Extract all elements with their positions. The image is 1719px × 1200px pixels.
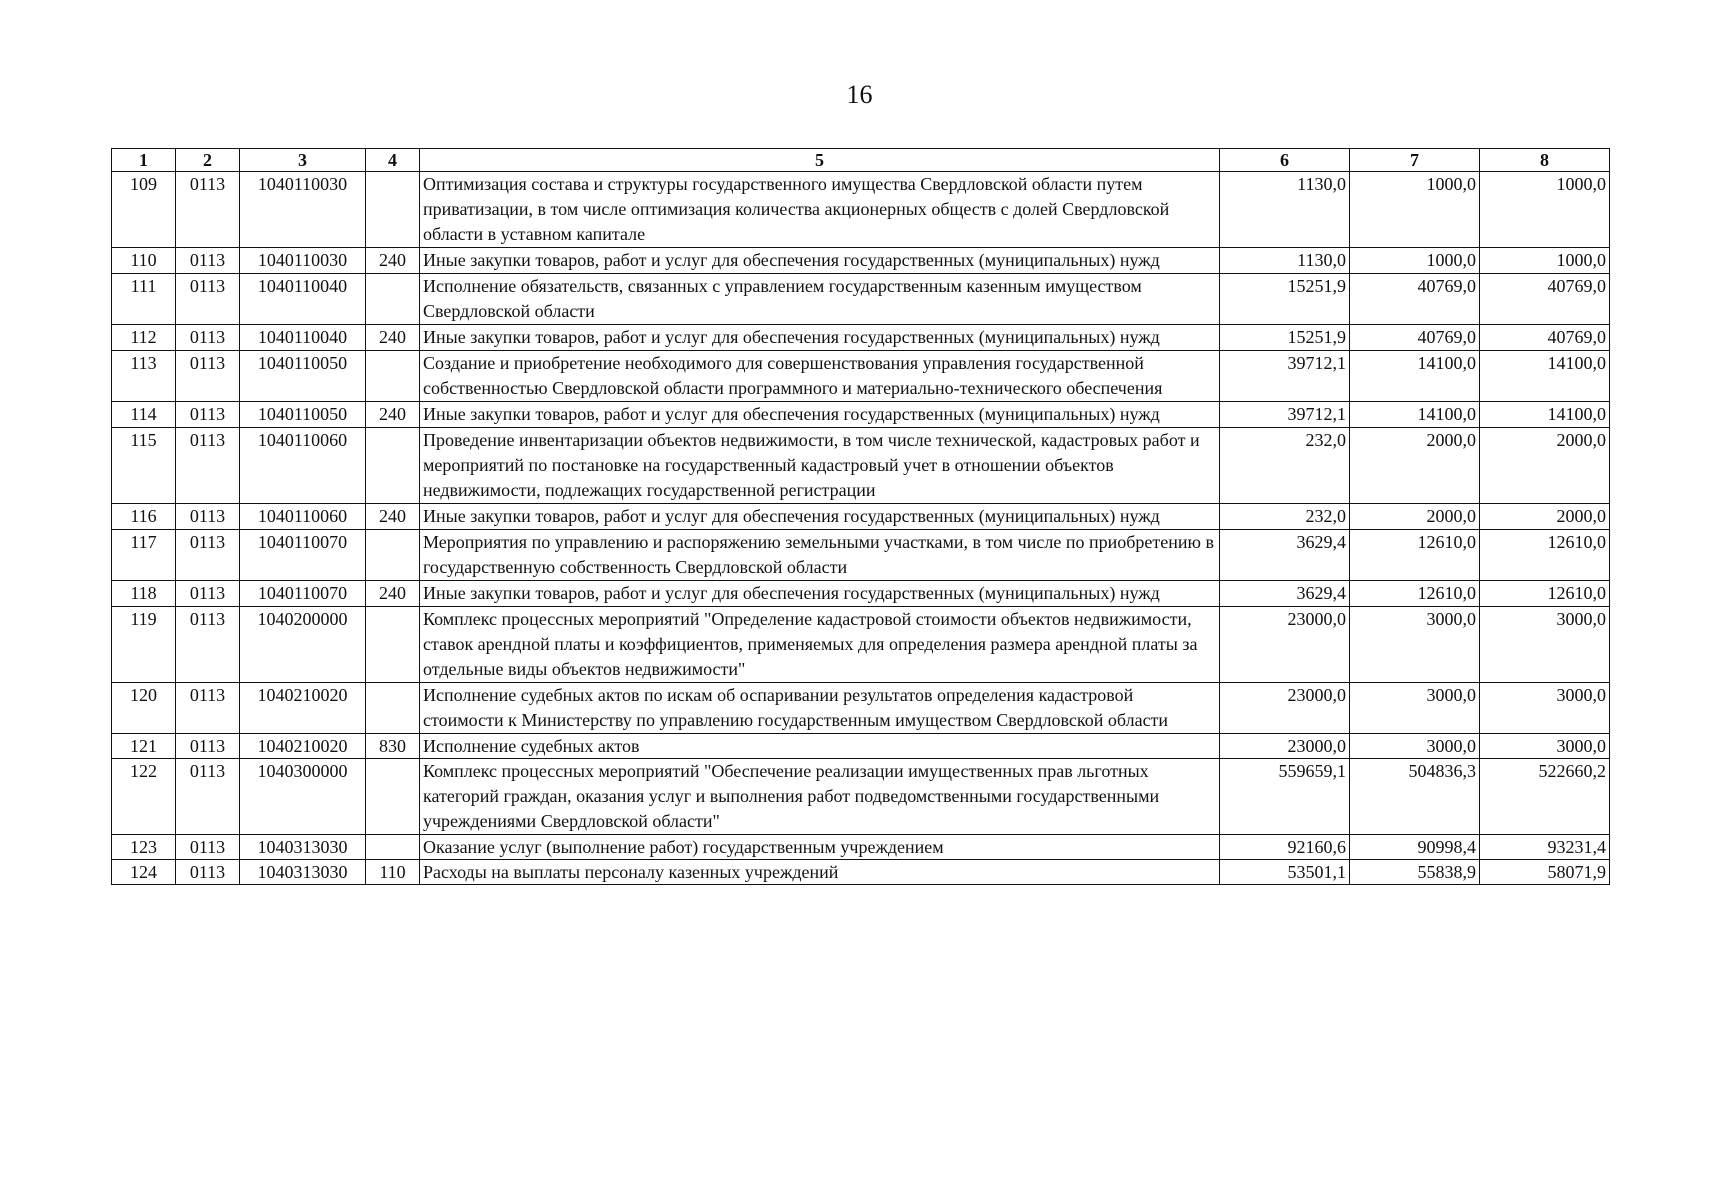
amount-col7: 1000,0 — [1350, 248, 1480, 274]
amount-col7: 12610,0 — [1350, 530, 1480, 581]
amount-col7: 90998,4 — [1350, 835, 1480, 860]
description: Создание и приобретение необходимого для совершенствования управления государственной собственностью Свердловской области программного и материально-технического обеспечения — [420, 351, 1220, 402]
row-number: 121 — [112, 734, 176, 759]
table-row — [112, 172, 1610, 248]
table-row — [112, 607, 1610, 683]
column-header: 5 — [420, 149, 1220, 172]
description: Расходы на выплаты персоналу казенных учреждений — [420, 860, 1220, 885]
description: Исполнение обязательств, связанных с управлением государственным казенным имуществом Свердловской области — [420, 274, 1220, 325]
amount-col7: 55838,9 — [1350, 860, 1480, 885]
amount-col8: 58071,9 — [1480, 860, 1610, 885]
amount-col6: 53501,1 — [1220, 860, 1350, 885]
row-number: 109 — [112, 172, 176, 248]
table-row — [112, 860, 1610, 885]
amount-col6: 232,0 — [1220, 504, 1350, 530]
target-code: 1040110060 — [240, 504, 366, 530]
table-row — [112, 530, 1610, 581]
amount-col8: 12610,0 — [1480, 581, 1610, 607]
amount-col6: 39712,1 — [1220, 402, 1350, 428]
amount-col8: 522660,2 — [1480, 759, 1610, 835]
expense-type — [366, 351, 420, 402]
amount-col8: 40769,0 — [1480, 274, 1610, 325]
expense-type: 240 — [366, 248, 420, 274]
description: Оптимизация состава и структуры государственного имущества Свердловской области путем приватизации, в том числе оптимизация количества акционерных обществ с долей Свердловской области в уставном капитале — [420, 172, 1220, 248]
amount-col8: 2000,0 — [1480, 504, 1610, 530]
description: Иные закупки товаров, работ и услуг для обеспечения государственных (муниципальных) нужд — [420, 504, 1220, 530]
row-number: 115 — [112, 428, 176, 504]
row-number: 118 — [112, 581, 176, 607]
column-header: 4 — [366, 149, 420, 172]
table-row — [112, 402, 1610, 428]
description: Мероприятия по управлению и распоряжению земельными участками, в том числе по приобретению в государственную собственность Свердловской области — [420, 530, 1220, 581]
table-row — [112, 274, 1610, 325]
section-code: 0113 — [176, 607, 240, 683]
section-code: 0113 — [176, 734, 240, 759]
amount-col6: 15251,9 — [1220, 325, 1350, 351]
page-number: 16 — [846, 80, 873, 109]
target-code: 1040110050 — [240, 402, 366, 428]
target-code: 1040300000 — [240, 759, 366, 835]
amount-col6: 15251,9 — [1220, 274, 1350, 325]
table-row — [112, 325, 1610, 351]
expense-type: 110 — [366, 860, 420, 885]
section-code: 0113 — [176, 504, 240, 530]
section-code: 0113 — [176, 248, 240, 274]
expense-type — [366, 683, 420, 734]
amount-col6: 1130,0 — [1220, 172, 1350, 248]
amount-col8: 3000,0 — [1480, 734, 1610, 759]
description: Проведение инвентаризации объектов недвижимости, в том числе технической, кадастровых работ и мероприятий по постановке на государственный кадастровый учет в отношении объектов недвижимости, подлежащих государственной регистрации — [420, 428, 1220, 504]
description: Оказание услуг (выполнение работ) государственным учреждением — [420, 835, 1220, 860]
description: Иные закупки товаров, работ и услуг для обеспечения государственных (муниципальных) нужд — [420, 581, 1220, 607]
amount-col7: 3000,0 — [1350, 683, 1480, 734]
amount-col6: 232,0 — [1220, 428, 1350, 504]
expense-type: 830 — [366, 734, 420, 759]
section-code: 0113 — [176, 530, 240, 581]
target-code: 1040210020 — [240, 683, 366, 734]
target-code: 1040110030 — [240, 248, 366, 274]
table-row — [112, 759, 1610, 835]
amount-col8: 1000,0 — [1480, 248, 1610, 274]
amount-col6: 1130,0 — [1220, 248, 1350, 274]
section-code: 0113 — [176, 835, 240, 860]
section-code: 0113 — [176, 860, 240, 885]
expense-type — [366, 172, 420, 248]
amount-col7: 12610,0 — [1350, 581, 1480, 607]
amount-col8: 14100,0 — [1480, 351, 1610, 402]
amount-col7: 504836,3 — [1350, 759, 1480, 835]
column-header: 8 — [1480, 149, 1610, 172]
row-number: 117 — [112, 530, 176, 581]
target-code: 1040110040 — [240, 274, 366, 325]
amount-col6: 39712,1 — [1220, 351, 1350, 402]
expense-type — [366, 274, 420, 325]
description: Иные закупки товаров, работ и услуг для обеспечения государственных (муниципальных) нужд — [420, 402, 1220, 428]
expense-type: 240 — [366, 402, 420, 428]
section-code: 0113 — [176, 172, 240, 248]
amount-col8: 12610,0 — [1480, 530, 1610, 581]
column-header: 2 — [176, 149, 240, 172]
expense-type: 240 — [366, 504, 420, 530]
section-code: 0113 — [176, 759, 240, 835]
expense-type — [366, 530, 420, 581]
description: Комплекс процессных мероприятий "Обеспечение реализации имущественных прав льготных категорий граждан, оказания услуг и выполнения работ подведомственными государственными учреждениями Свердловской области" — [420, 759, 1220, 835]
amount-col6: 23000,0 — [1220, 683, 1350, 734]
amount-col7: 40769,0 — [1350, 325, 1480, 351]
column-header: 1 — [112, 149, 176, 172]
amount-col7: 2000,0 — [1350, 504, 1480, 530]
column-header: 6 — [1220, 149, 1350, 172]
row-number: 111 — [112, 274, 176, 325]
expense-type — [366, 759, 420, 835]
section-code: 0113 — [176, 581, 240, 607]
expense-type — [366, 835, 420, 860]
row-number: 110 — [112, 248, 176, 274]
amount-col7: 3000,0 — [1350, 734, 1480, 759]
amount-col6: 92160,6 — [1220, 835, 1350, 860]
table-row — [112, 248, 1610, 274]
description: Комплекс процессных мероприятий "Определение кадастровой стоимости объектов недвижимости, ставок арендной платы и коэффициентов, применяемых для определения размера арендной платы за отдельные виды объектов недвижимости" — [420, 607, 1220, 683]
expense-type — [366, 428, 420, 504]
target-code: 1040110070 — [240, 581, 366, 607]
row-number: 123 — [112, 835, 176, 860]
row-number: 113 — [112, 351, 176, 402]
table-row — [112, 504, 1610, 530]
section-code: 0113 — [176, 274, 240, 325]
expense-type — [366, 607, 420, 683]
amount-col6: 559659,1 — [1220, 759, 1350, 835]
target-code: 1040313030 — [240, 835, 366, 860]
amount-col8: 3000,0 — [1480, 683, 1610, 734]
target-code: 1040110030 — [240, 172, 366, 248]
row-number: 116 — [112, 504, 176, 530]
target-code: 1040200000 — [240, 607, 366, 683]
section-code: 0113 — [176, 402, 240, 428]
section-code: 0113 — [176, 325, 240, 351]
target-code: 1040110060 — [240, 428, 366, 504]
amount-col7: 14100,0 — [1350, 402, 1480, 428]
amount-col7: 14100,0 — [1350, 351, 1480, 402]
amount-col8: 1000,0 — [1480, 172, 1610, 248]
table-row — [112, 428, 1610, 504]
section-code: 0113 — [176, 351, 240, 402]
budget-table — [111, 148, 1610, 885]
table-row — [112, 835, 1610, 860]
description: Иные закупки товаров, работ и услуг для обеспечения государственных (муниципальных) нужд — [420, 248, 1220, 274]
target-code: 1040110050 — [240, 351, 366, 402]
table-row — [112, 683, 1610, 734]
expense-type: 240 — [366, 325, 420, 351]
table-row — [112, 581, 1610, 607]
table-row — [112, 351, 1610, 402]
amount-col6: 3629,4 — [1220, 581, 1350, 607]
expense-type: 240 — [366, 581, 420, 607]
row-number: 114 — [112, 402, 176, 428]
amount-col7: 2000,0 — [1350, 428, 1480, 504]
row-number: 122 — [112, 759, 176, 835]
column-header: 7 — [1350, 149, 1480, 172]
amount-col7: 40769,0 — [1350, 274, 1480, 325]
amount-col6: 23000,0 — [1220, 734, 1350, 759]
amount-col8: 40769,0 — [1480, 325, 1610, 351]
section-code: 0113 — [176, 683, 240, 734]
row-number: 120 — [112, 683, 176, 734]
amount-col6: 3629,4 — [1220, 530, 1350, 581]
column-header: 3 — [240, 149, 366, 172]
amount-col8: 93231,4 — [1480, 835, 1610, 860]
header-row — [112, 149, 1610, 172]
amount-col7: 1000,0 — [1350, 172, 1480, 248]
target-code: 1040313030 — [240, 860, 366, 885]
amount-col8: 2000,0 — [1480, 428, 1610, 504]
target-code: 1040110040 — [240, 325, 366, 351]
row-number: 119 — [112, 607, 176, 683]
target-code: 1040110070 — [240, 530, 366, 581]
table-row — [112, 734, 1610, 759]
row-number: 124 — [112, 860, 176, 885]
description: Исполнение судебных актов — [420, 734, 1220, 759]
target-code: 1040210020 — [240, 734, 366, 759]
description: Исполнение судебных актов по искам об оспаривании результатов определения кадастровой стоимости к Министерству по управлению государственным имуществом Свердловской области — [420, 683, 1220, 734]
amount-col6: 23000,0 — [1220, 607, 1350, 683]
description: Иные закупки товаров, работ и услуг для обеспечения государственных (муниципальных) нужд — [420, 325, 1220, 351]
row-number: 112 — [112, 325, 176, 351]
amount-col8: 3000,0 — [1480, 607, 1610, 683]
amount-col7: 3000,0 — [1350, 607, 1480, 683]
section-code: 0113 — [176, 428, 240, 504]
amount-col8: 14100,0 — [1480, 402, 1610, 428]
